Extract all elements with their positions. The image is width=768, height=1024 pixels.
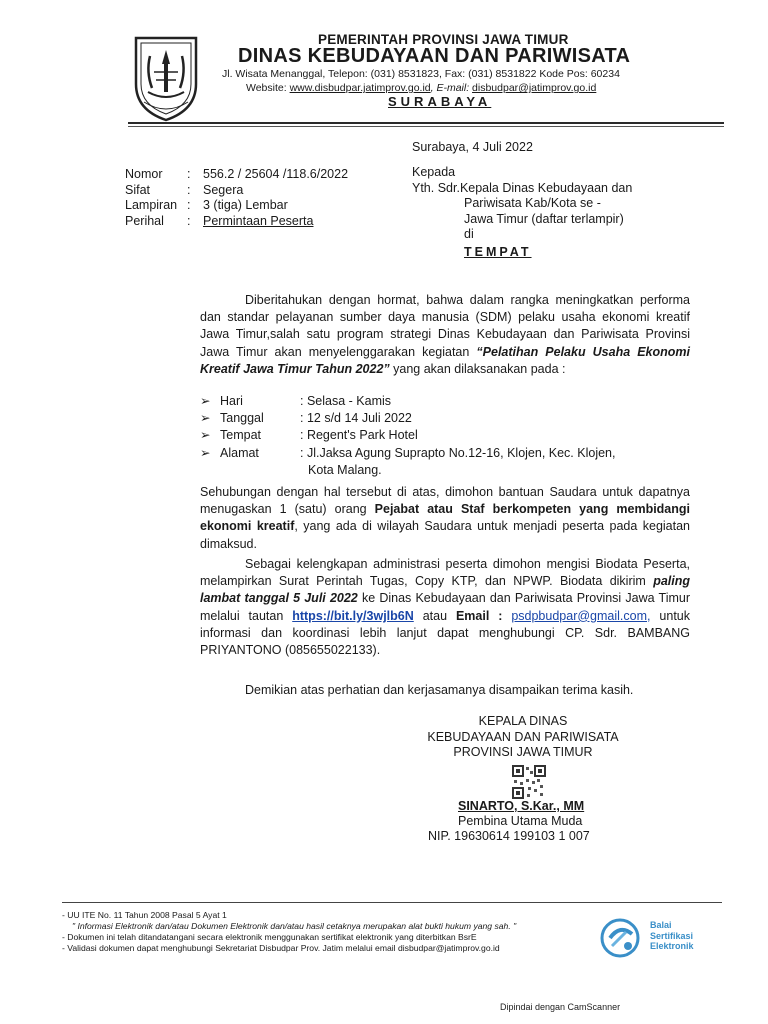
footer-divider bbox=[62, 902, 722, 903]
paragraph-text: untuk informasi dan koordinasi lebih lanjut dapat menghubungi CP. Sdr. BAMBANG PRIYANTONO (085655022133). bbox=[200, 608, 690, 658]
bsre-text-line: Elektronik bbox=[650, 941, 694, 951]
list-value: Kota Malang. bbox=[308, 462, 382, 477]
arrow-bullet-icon: ➢ bbox=[200, 394, 211, 408]
paragraph-text: Sehubungan dengan hal tersebut di atas, dimohon bantuan Saudara untuk dapatnya menugaskan 1 (satu) orang bbox=[200, 485, 690, 517]
letter-date: Surabaya, 4 Juli 2022 bbox=[412, 140, 533, 154]
recipient-di: di bbox=[464, 227, 474, 241]
arrow-bullet-icon: ➢ bbox=[200, 428, 211, 443]
recipient-line: Yth. Sdr.Kepala Dinas Kebudayaan dan bbox=[412, 180, 633, 195]
signature-title: KEBUDAYAAN DAN PARIWISATA bbox=[427, 729, 619, 744]
email-link[interactable]: disbudpar@jatimprov.go.id bbox=[472, 82, 597, 94]
paragraph-text: Demikian atas perhatian dan kerjasamanya disampaikan terima kasih. bbox=[245, 683, 634, 697]
department-name: DINAS KEBUDAYAAN DAN PARIWISATA bbox=[238, 45, 631, 67]
signatory-name: SINARTO, S.Kar., MM bbox=[458, 799, 585, 813]
meta-colon: : bbox=[187, 198, 191, 212]
registration-link[interactable]: https://bit.ly/3wjlb6N bbox=[292, 608, 414, 623]
participant-criteria: Pejabat atau Staf berkompeten yang membidangi ekonomi kreatif bbox=[200, 502, 691, 534]
meta-row-lampiran bbox=[125, 198, 348, 214]
meta-colon: : bbox=[187, 167, 191, 181]
meta-value: 3 (tiga) Lembar bbox=[203, 198, 288, 212]
letter-meta bbox=[125, 167, 348, 229]
recipient-line: Jawa Timur (daftar terlampir) bbox=[464, 211, 624, 226]
list-item-continuation bbox=[200, 462, 690, 479]
event-title: “Pelatihan Pelaku Usaha Ekonomi Kreatif Jawa Timur Tahun 2022” bbox=[200, 344, 690, 376]
signature-title: KEPALA DINAS bbox=[478, 714, 568, 728]
list-item bbox=[200, 393, 690, 410]
list-value: : Jl.Jaksa Agung Suprapto No.12-16, Klojen, Kec. Klojen, bbox=[300, 445, 616, 460]
bsre-text-line: Balai bbox=[650, 920, 672, 930]
list-key: Tempat bbox=[220, 428, 261, 443]
paragraph-intro bbox=[200, 292, 690, 378]
meta-row-nomor bbox=[125, 167, 348, 183]
meta-value: 556.2 / 25604 /118.6/2022 bbox=[203, 167, 349, 181]
recipient-line: Pariwisata Kab/Kota se - bbox=[464, 196, 601, 210]
footer-line: - UU ITE No. 11 Tahun 2008 Pasal 5 Ayat 1 bbox=[62, 910, 227, 920]
paragraph-text: Diberitahukan dengan hormat, bahwa dalam rangka meningkatkan performa dan standar pelayanan sumber daya manusia (SDM) pelaku usaha ekonomi kreatif Jawa Timur,salah satu program strategi Dinas Kebudayaan dan Pariwisata Provinsi Jawa Timur akan menyelenggarakan kegiatan bbox=[200, 293, 690, 359]
bsre-logo-text bbox=[650, 920, 694, 952]
deadline-text: paling lambat tanggal 5 Juli 2022 bbox=[200, 574, 690, 606]
meta-colon: : bbox=[187, 213, 191, 228]
footer-notes bbox=[62, 910, 602, 954]
meta-key: Nomor bbox=[125, 167, 163, 181]
paragraph-text: ke Dinas Kebudayaan dan Pariwisata Provinsi Jawa Timur melalui tautan bbox=[200, 591, 690, 623]
list-item bbox=[200, 410, 690, 427]
scanner-watermark: Dipindai dengan CamScanner bbox=[500, 1002, 621, 1012]
qr-code-icon bbox=[512, 765, 546, 799]
list-item bbox=[200, 427, 690, 444]
list-key: Tanggal bbox=[220, 411, 264, 426]
header-divider-thin bbox=[128, 126, 724, 127]
meta-row-perihal bbox=[125, 214, 348, 230]
arrow-bullet-icon: ➢ bbox=[200, 411, 211, 426]
signatory-rank: Pembina Utama Muda bbox=[458, 814, 583, 828]
list-item bbox=[200, 445, 690, 462]
list-key: Alamat bbox=[220, 445, 259, 460]
meta-row-sifat bbox=[125, 183, 348, 199]
recipient-tempat: TEMPAT bbox=[464, 244, 532, 259]
meta-key: Sifat bbox=[125, 182, 151, 197]
list-key: Hari bbox=[220, 394, 243, 408]
website-line bbox=[246, 82, 596, 94]
arrow-bullet-icon: ➢ bbox=[200, 445, 211, 460]
recipient-kepada: Kepada bbox=[412, 165, 456, 179]
list-value: : 12 s/d 14 Juli 2022 bbox=[300, 411, 412, 426]
event-details-list bbox=[200, 393, 690, 479]
signature-title: PROVINSI JAWA TIMUR bbox=[453, 745, 593, 759]
header-divider bbox=[128, 122, 724, 124]
paragraph-closing bbox=[200, 682, 690, 699]
recipient-block bbox=[412, 165, 632, 260]
signatory-nip: NIP. 19630614 199103 1 007 bbox=[428, 829, 590, 843]
meta-value: Permintaan Peserta bbox=[203, 213, 314, 228]
signature-title-block bbox=[420, 714, 626, 761]
paragraph-text: yang akan dilaksanakan pada : bbox=[389, 361, 566, 376]
paragraph-admin bbox=[200, 556, 690, 659]
footer-line: - Validasi dokumen dapat menghubungi Sekretariat Disbudpar Prov. Jatim melalui email disbudpar@jatimprov.go.id bbox=[62, 943, 500, 953]
address-line: Jl. Wisata Menanggal, Telepon: (031) 8531823, Fax: (031) 8531822 Kode Pos: 60234 bbox=[222, 68, 620, 80]
provincial-emblem-icon bbox=[128, 32, 204, 124]
meta-colon: : bbox=[187, 182, 191, 197]
contact-email-link[interactable]: psdpbudpar@gmail.com, bbox=[511, 608, 651, 623]
meta-key: Perihal bbox=[125, 213, 164, 228]
website-label: Website: bbox=[246, 82, 290, 94]
government-name: PEMERINTAH PROVINSI JAWA TIMUR bbox=[318, 32, 569, 47]
footer-line: - Dokumen ini telah ditandatangani secara elektronik menggunakan sertifikat elektronik yang diterbitkan BsrE bbox=[62, 932, 477, 942]
paragraph-text: , yang ada di wilayah Saudara untuk menjadi peserta pada kegiatan dimaksud. bbox=[200, 519, 690, 551]
city-name: SURABAYA bbox=[388, 94, 492, 109]
meta-value: Segera bbox=[203, 182, 244, 197]
footer-line: " Informasi Elektronik dan/atau Dokumen Elektronik dan/atau hasil cetaknya merupakan alat bukti hukum yang sah. " bbox=[72, 921, 517, 931]
list-value: : Selasa - Kamis bbox=[300, 394, 392, 408]
list-value: : Regent's Park Hotel bbox=[300, 428, 418, 443]
meta-key: Lampiran bbox=[125, 198, 178, 212]
paragraph-text: atau bbox=[413, 608, 456, 623]
email-label: Email : bbox=[455, 608, 512, 623]
bsre-text-line: Sertifikasi bbox=[650, 930, 694, 941]
email-label: , E-mail: bbox=[430, 82, 473, 94]
paragraph-text: Sebagai kelengkapan administrasi peserta dimohon mengisi Biodata Peserta, melampirkan Surat Perintah Tugas, Copy KTP, dan NPWP. Biodata dikirim bbox=[200, 557, 690, 589]
paragraph-request bbox=[200, 484, 690, 553]
website-link[interactable]: www.disbudpar.jatimprov.go.id bbox=[289, 82, 431, 94]
